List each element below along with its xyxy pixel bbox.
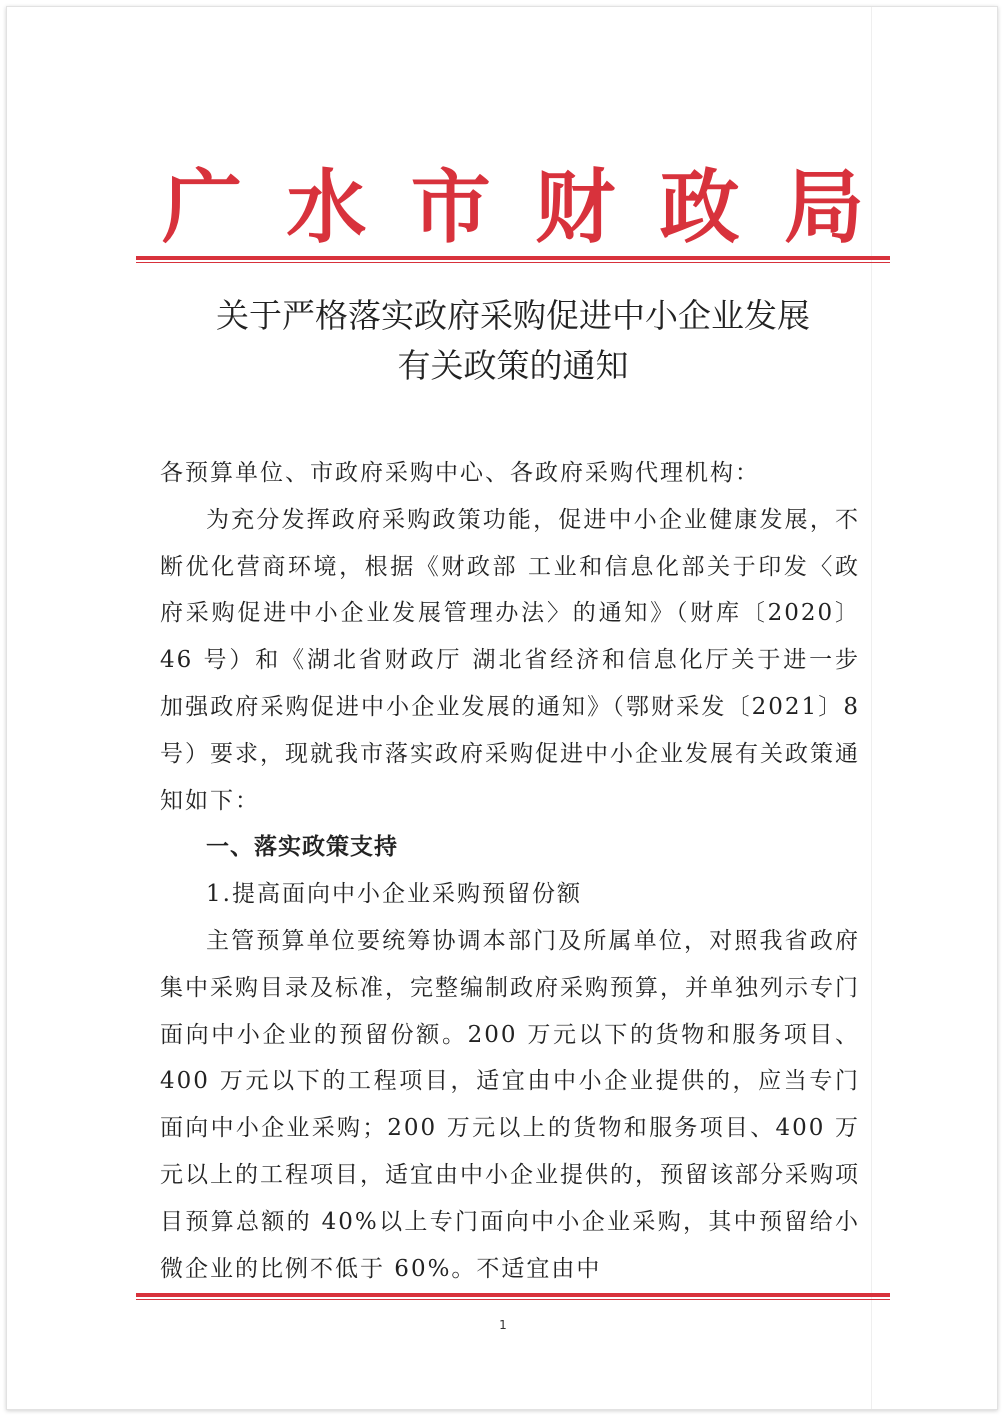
letterhead-char: 广 <box>162 160 242 254</box>
letterhead-title <box>148 162 878 252</box>
letterhead-char: 水 <box>286 160 367 254</box>
section-heading: 一、落实政策支持 <box>206 834 398 861</box>
item-heading: 1.提高面向中小企业采购预留份额 <box>206 881 582 908</box>
salutation: 各预算单位、市政府采购中心、各政府采购代理机构： <box>160 460 760 486</box>
page-number: 1 <box>499 1318 507 1332</box>
item-paragraph: 主管预算单位要统筹协调本部门及所属单位，对照我省政府集中采购目录及标准，完整编制政府采购预算，并单独列示专门面向中小企业的预留份额。200 万元以下的货物和服务项目、400 万元以下的工程项目，适宜由中小企业提供的，应当专门面向中小企业采购；200 万元以上的货物和服务项目、400 万元以上的工程项目，适宜由中小企业提供的，预留该部分采购项目预算总额的 40%以上专门面向中小企业采购，其中预留给小微企业的比例不低于 60%。不适宜由中 <box>160 927 860 1282</box>
letterhead-char: 财 <box>535 160 616 254</box>
letterhead-char: 局 <box>783 160 864 254</box>
footer-red-rule <box>136 1293 890 1297</box>
notice-body <box>160 450 860 1292</box>
notice-title-line-1: 关于严格落实政府采购促进中小企业发展 <box>216 296 810 335</box>
letterhead-red-rule <box>136 256 890 260</box>
intro-paragraph: 为充分发挥政府采购政策功能，促进中小企业健康发展，不断优化营商环境，根据《财政部 工业和信息化部关于印发〈政府采购促进中小企业发展管理办法〉的通知》（财库〔2020〕46 号）和《湖北省财政厅 湖北省经济和信息化厅关于进一步加强政府采购促进中小企业发展的通知》（鄂财采发〔2021〕8 号）要求，现就我市落实政府采购促进中小企业发展有关政策通知如下： <box>160 506 860 814</box>
letterhead-char: 市 <box>410 160 491 254</box>
letterhead-char: 政 <box>659 160 740 254</box>
notice-title-line-2: 有关政策的通知 <box>397 346 629 385</box>
